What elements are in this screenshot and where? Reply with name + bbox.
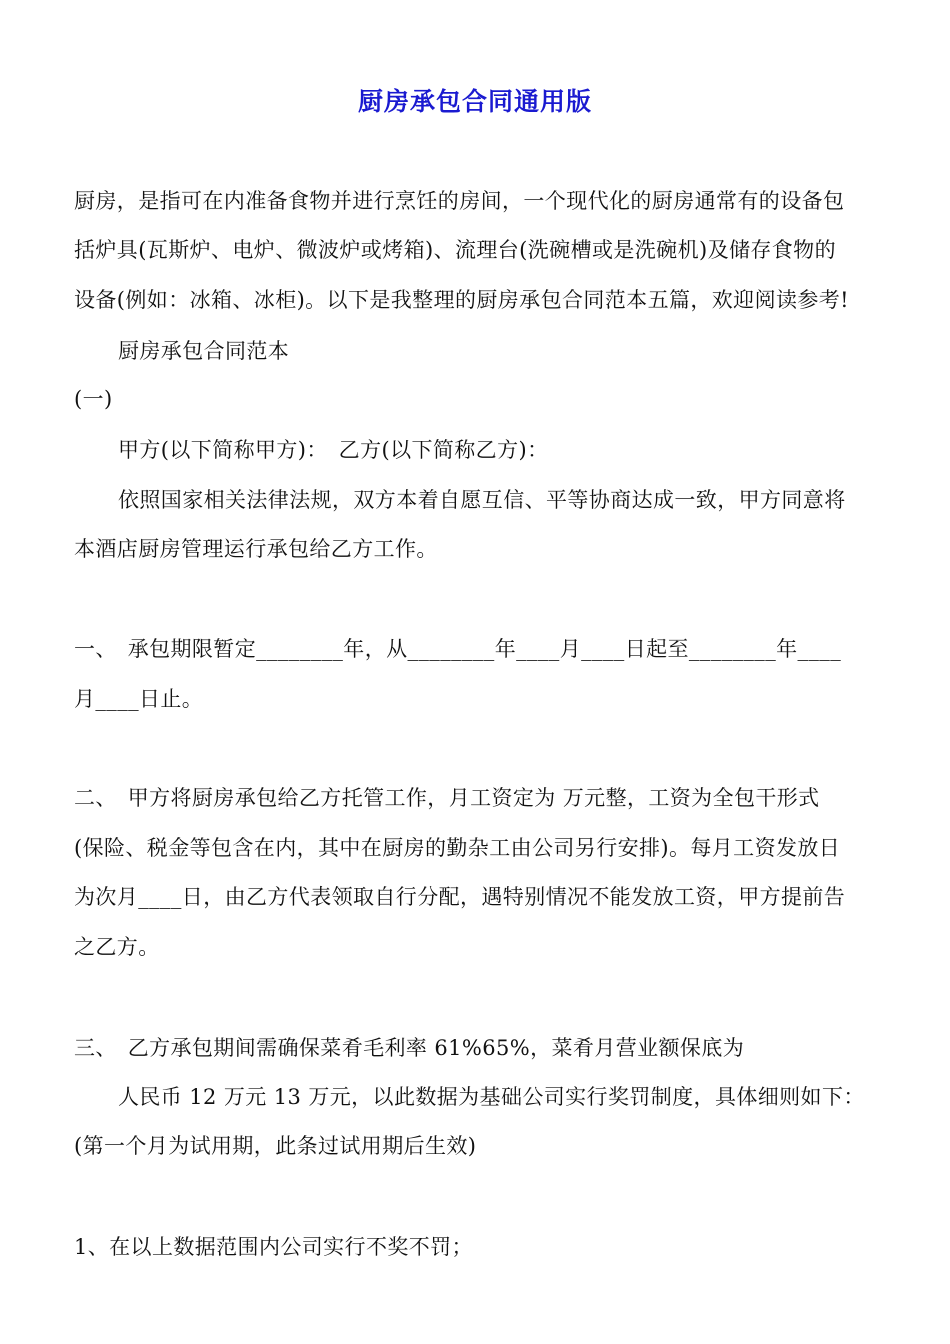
intro-line-3: 设备(例如：冰箱、冰柜)。以下是我整理的厨房承包合同范本五篇，欢迎阅读参考!: [74, 288, 850, 312]
clause-1-line-2: 月____日止。: [74, 687, 204, 711]
clause-1-line-1: 一、 承包期限暂定________年，从________年____月____日起至________年____: [74, 637, 842, 661]
clause-2-line-4: 之乙方。: [74, 935, 160, 959]
preamble-line-2: 本酒店厨房管理运行承包给乙方工作。: [74, 537, 438, 561]
clause-3-line-1: 三、 乙方承包期间需确保菜肴毛利率 61%65%，菜肴月营业额保底为: [74, 1036, 745, 1060]
sample-heading: 厨房承包合同范本: [118, 339, 290, 363]
item-1: 1、在以上数据范围内公司实行不奖不罚；: [74, 1235, 473, 1259]
document-title: 厨房承包合同通用版: [357, 87, 592, 116]
parties-line: 甲方(以下简称甲方)： 乙方(以下简称乙方)：: [118, 438, 549, 462]
intro-line-2: 括炉具(瓦斯炉、电炉、微波炉或烤箱)、流理台(洗碗槽或是洗碗机)及储存食物的: [74, 238, 836, 262]
clause-2-line-1: 二、 甲方将厨房承包给乙方托管工作，月工资定为 万元整，工资为全包干形式: [74, 786, 820, 810]
clause-3-line-2: 人民币 12 万元 13 万元，以此数据为基础公司实行奖罚制度，具体细则如下：: [118, 1085, 865, 1109]
clause-2-line-3: 为次月____日，由乙方代表领取自行分配，遇特别情况不能发放工资，甲方提前告: [74, 885, 846, 909]
clause-2-line-2: (保险、税金等包含在内，其中在厨房的勤杂工由公司另行安排)。每月工资发放日: [74, 836, 841, 860]
sample-number: (一): [74, 387, 113, 411]
intro-line-1: 厨房，是指可在内准备食物并进行烹饪的房间，一个现代化的厨房通常有的设备包: [74, 189, 845, 213]
preamble-line-1: 依照国家相关法律法规，双方本着自愿互信、平等协商达成一致，甲方同意将: [118, 488, 846, 512]
clause-3-line-3: (第一个月为试用期，此条过试用期后生效): [74, 1134, 477, 1158]
